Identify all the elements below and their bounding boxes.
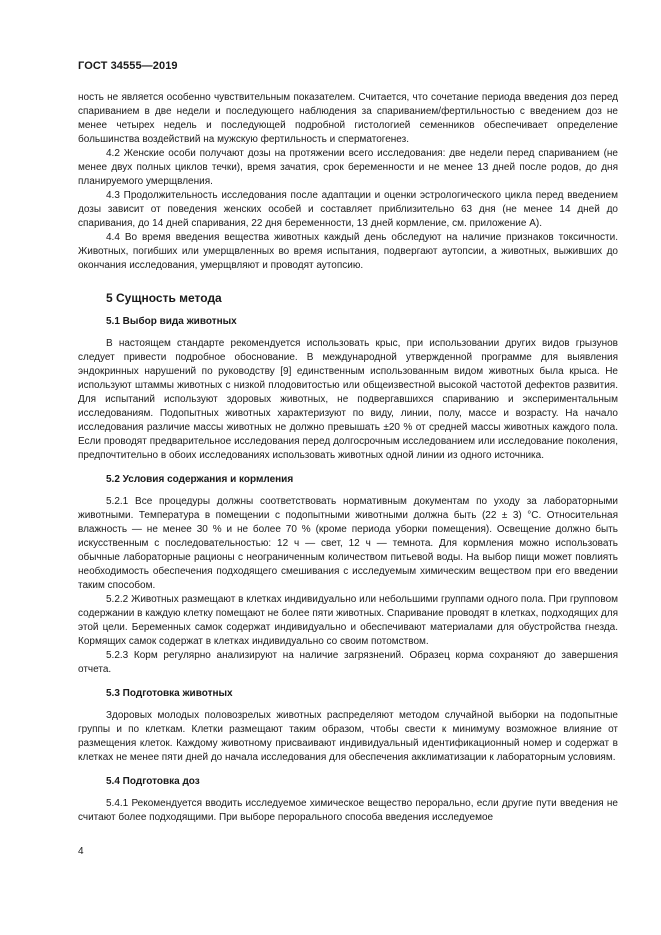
paragraph: 5.4.1 Рекомендуется вводить исследуемое химическое вещество перорально, если другие пути введения не считают более подходящими. При выборе перорального способа введения исследуемое — [78, 798, 618, 823]
paragraph: 5.2.2 Животных размещают в клетках индивидуально или небольшими группами одного пола. При групповом содержании в каждую клетку помещают не более пяти животных. Спаривание проводят в клетках, подходящих для этой цели. Беременных самок содержат индивидуально и обеспечивают материалами для обустройства гнезда. Кормящих самок содержат в клетках индивидуально со своим потомством. — [78, 594, 618, 647]
document-header-code: ГОСТ 34555—2019 — [78, 60, 178, 72]
subsection-heading: 5.1 Выбор вида животных — [106, 316, 237, 327]
page-number: 4 — [78, 846, 84, 857]
paragraph: 5.2.3 Корм регулярно анализируют на наличие загрязнений. Образец корма сохраняют до завершения отчета. — [78, 650, 618, 675]
paragraph: ность не является особенно чувствительным показателем. Считается, что сочетание периода введения доз перед спариванием в две недели и последующего наблюдения за спариванием/фертильностью с введением доз не менее четырех недель и последующей подробной гистологией семенников обеспечивает определение большинства воздействий на мужскую фертильность и сперматогенез. — [78, 92, 618, 145]
paragraph: Здоровых молодых половозрелых животных распределяют методом случайной выборки на подопытные группы и по клеткам. Клетки размещают таким образом, чтобы свести к минимуму возможное влияние от размещения клеток. Каждому животному присваивают индивидуальный идентификационный номер и содержат в клетках не менее пяти дней до начала исследования для обеспечения акклиматизации к лабораторным условиям. — [78, 710, 618, 763]
document-body — [78, 91, 618, 825]
paragraph: 4.3 Продолжительность исследования после адаптации и оценки эстрологического цикла перед введением дозы зависит от поведения женских особей и составляет приблизительно 63 дня (не менее 14 дней до спаривания, до 14 дней спаривания, 22 дня беременности, 13 дней кормление, см. приложение А). — [78, 190, 618, 229]
subsection-heading: 5.2 Условия содержания и кормления — [106, 474, 294, 485]
paragraph: В настоящем стандарте рекомендуется использовать крыс, при использовании других видов грызунов следует привести подробное обоснование. В международной утвержденной программе для выявления эндокринных нарушений по руководству [9] единственным использованным видом животных была крыса. Не используют штаммы животных с низкой плодовитостью или общеизвестной высокой частотой дефектов развития. Для испытаний используют здоровых животных, не подвергавшихся спариванию и экспериментальным исследованиям. Подопытных животных характеризуют по виду, линии, полу, массе и возрасту. На начало исследования различие массы животных не должно превышать ±20 % от средней массы животных каждого пола. Если проводят предварительное исследования перед долгосрочным исследованием или исследование поколения, предпочтительно в обоих исследованиях использовать животных одной линии из одного источника. — [78, 338, 618, 461]
paragraph: 5.2.1 Все процедуры должны соответствовать нормативным документам по уходу за лабораторными животными. Температура в помещении с подопытными животными должна быть (22 ± 3) °C. Относительная влажность — не менее 30 % и не более 70 % (кроме периода уборки помещения). Освещение должно быть искусственным с последовательностью: 12 ч — свет, 12 ч — темнота. Для кормления можно использовать обычные лабораторные рационы с неограниченным количеством питьевой воды. На выбор пищи может повлиять необходимость обеспечения подходящего смешивания с исследуемым химическим веществом при его введении таким способом. — [78, 496, 618, 591]
subsection-heading: 5.4 Подготовка доз — [106, 776, 200, 787]
paragraph: 4.2 Женские особи получают дозы на протяжении всего исследования: две недели перед спариванием (не менее двух полных циклов течки), время зачатия, срок беременности и не менее 13 дней после родов, до дня планируемого умерщвления. — [78, 148, 618, 187]
section-heading: 5 Сущность метода — [106, 291, 222, 305]
subsection-heading: 5.3 Подготовка животных — [106, 688, 233, 699]
paragraph: 4.4 Во время введения вещества животных каждый день обследуют на наличие признаков токсичности. Животных, погибших или умерщвленных во время испытания, подвергают аутопсии, а животных, выживших до окончания исследования, умерщвляют и проводят аутопсию. — [78, 232, 618, 271]
